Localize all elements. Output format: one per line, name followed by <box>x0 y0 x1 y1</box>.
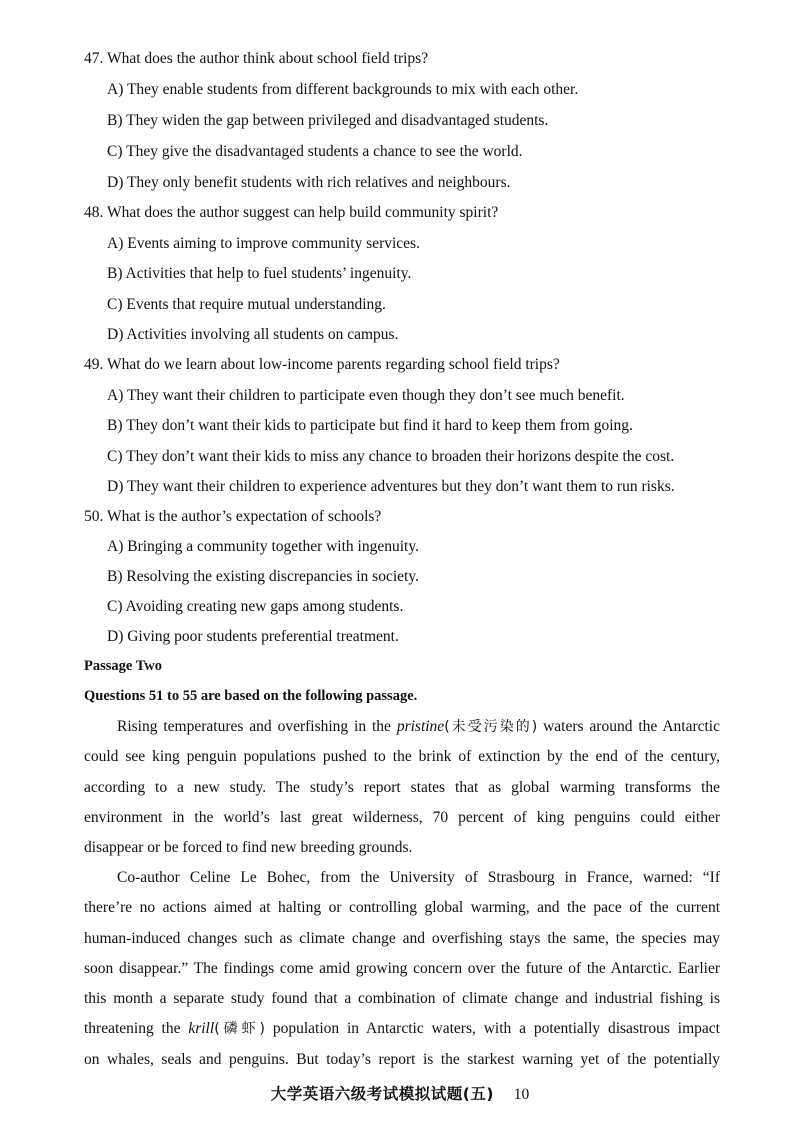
gloss-pristine: (未受污染的) <box>444 719 538 735</box>
paragraph-2-line-7: on whales, seals and penguins. But today’s report is the starkest warning yet of the potentially <box>84 1050 720 1068</box>
paragraph-2-line-5: this month a separate study found that a combination of climate change and industrial fishing is <box>84 990 720 1008</box>
paragraph-2-line-1: Co-author Celine Le Bohec, from the University of Strasbourg in France, warned: “If <box>117 869 720 886</box>
question-49-option-b: B) They don’t want their kids to participate but find it hard to keep them from going. <box>107 417 633 434</box>
question-48-option-a: A) Events aiming to improve community services. <box>107 235 420 252</box>
passage-paragraph-1 <box>84 712 720 863</box>
gloss-krill: (磷虾) <box>214 1021 266 1038</box>
page-footer <box>0 1082 800 1104</box>
passage-paragraph-2 <box>84 863 720 1075</box>
paragraph-2-line-6-text-b: population in Antarctic waters, with a potentially disastrous impact <box>265 1020 720 1038</box>
question-50-option-d: D) Giving poor students preferential treatment. <box>107 628 399 645</box>
paragraph-1-line-4: environment in the world’s last great wilderness, 70 percent of king penguins could either <box>84 808 720 826</box>
question-50-option-c: C) Avoiding creating new gaps among students. <box>107 598 404 615</box>
term-pristine: pristine <box>396 718 445 735</box>
question-49-stem: 49. What do we learn about low-income parents regarding school field trips? <box>84 356 560 373</box>
paragraph-1-line-2: could see king penguin populations pushed to the brink of extinction by the end of the century, <box>84 748 720 766</box>
question-48-stem: 48. What does the author suggest can help build community spirit? <box>84 204 499 221</box>
page-number: 10 <box>513 1086 530 1103</box>
question-48-option-b: B) Activities that help to fuel students’ ingenuity. <box>107 265 412 282</box>
passage-title: Passage Two <box>84 658 163 674</box>
paragraph-2-line-6-text-a: threatening the <box>84 1020 189 1038</box>
question-47-option-c: C) They give the disadvantaged students a chance to see the world. <box>107 143 523 160</box>
question-49-option-a: A) They want their children to participate even though they don’t see much benefit. <box>107 387 625 404</box>
paragraph-2-line-4: soon disappear.” The findings come amid growing concern over the future of the Antarctic. Earlier <box>84 959 720 977</box>
question-49-option-c: C) They don’t want their kids to miss any chance to broaden their horizons despite the cost. <box>107 448 675 465</box>
paragraph-1-line-1-text-a: Rising temperatures and overfishing in the <box>117 718 397 735</box>
paragraph-2-line-3: human-induced changes such as climate change and overfishing stays the same, the species may <box>84 929 720 947</box>
question-47-option-d: D) They only benefit students with rich relatives and neighbours. <box>107 174 511 191</box>
paragraph-1-line-5: disappear or be forced to find new breeding grounds. <box>84 839 413 857</box>
question-47-option-a: A) They enable students from different backgrounds to mix with each other. <box>107 81 579 98</box>
term-krill: krill <box>188 1020 215 1038</box>
question-48-option-d: D) Activities involving all students on campus. <box>107 326 399 343</box>
question-49-option-d: D) They want their children to experience adventures but they don’t want them to run risks. <box>107 478 675 495</box>
question-50-option-b: B) Resolving the existing discrepancies in society. <box>107 568 419 585</box>
paragraph-1-line-3: according to a new study. The study’s report states that as global warming transforms the <box>84 778 720 796</box>
paragraph-2-line-6 <box>84 1014 720 1044</box>
question-50-stem: 50. What is the author’s expectation of schools? <box>84 508 382 525</box>
question-48-option-c: C) Events that require mutual understanding. <box>107 296 386 313</box>
paragraph-1-line-1-text-b: waters around the Antarctic <box>537 718 720 735</box>
question-50-option-a: A) Bringing a community together with ingenuity. <box>107 538 419 555</box>
question-47-option-b: B) They widen the gap between privileged and disadvantaged students. <box>107 112 549 129</box>
passage-instruction: Questions 51 to 55 are based on the following passage. <box>84 688 418 704</box>
question-47-stem: 47. What does the author think about school field trips? <box>84 50 429 67</box>
paragraph-2-line-2: there’re no actions aimed at halting or controlling global warming, and the pace of the current <box>84 899 720 917</box>
paragraph-1-line-1 <box>84 712 720 742</box>
exam-title: 大学英语六级考试模拟试题(五) <box>270 1085 494 1103</box>
